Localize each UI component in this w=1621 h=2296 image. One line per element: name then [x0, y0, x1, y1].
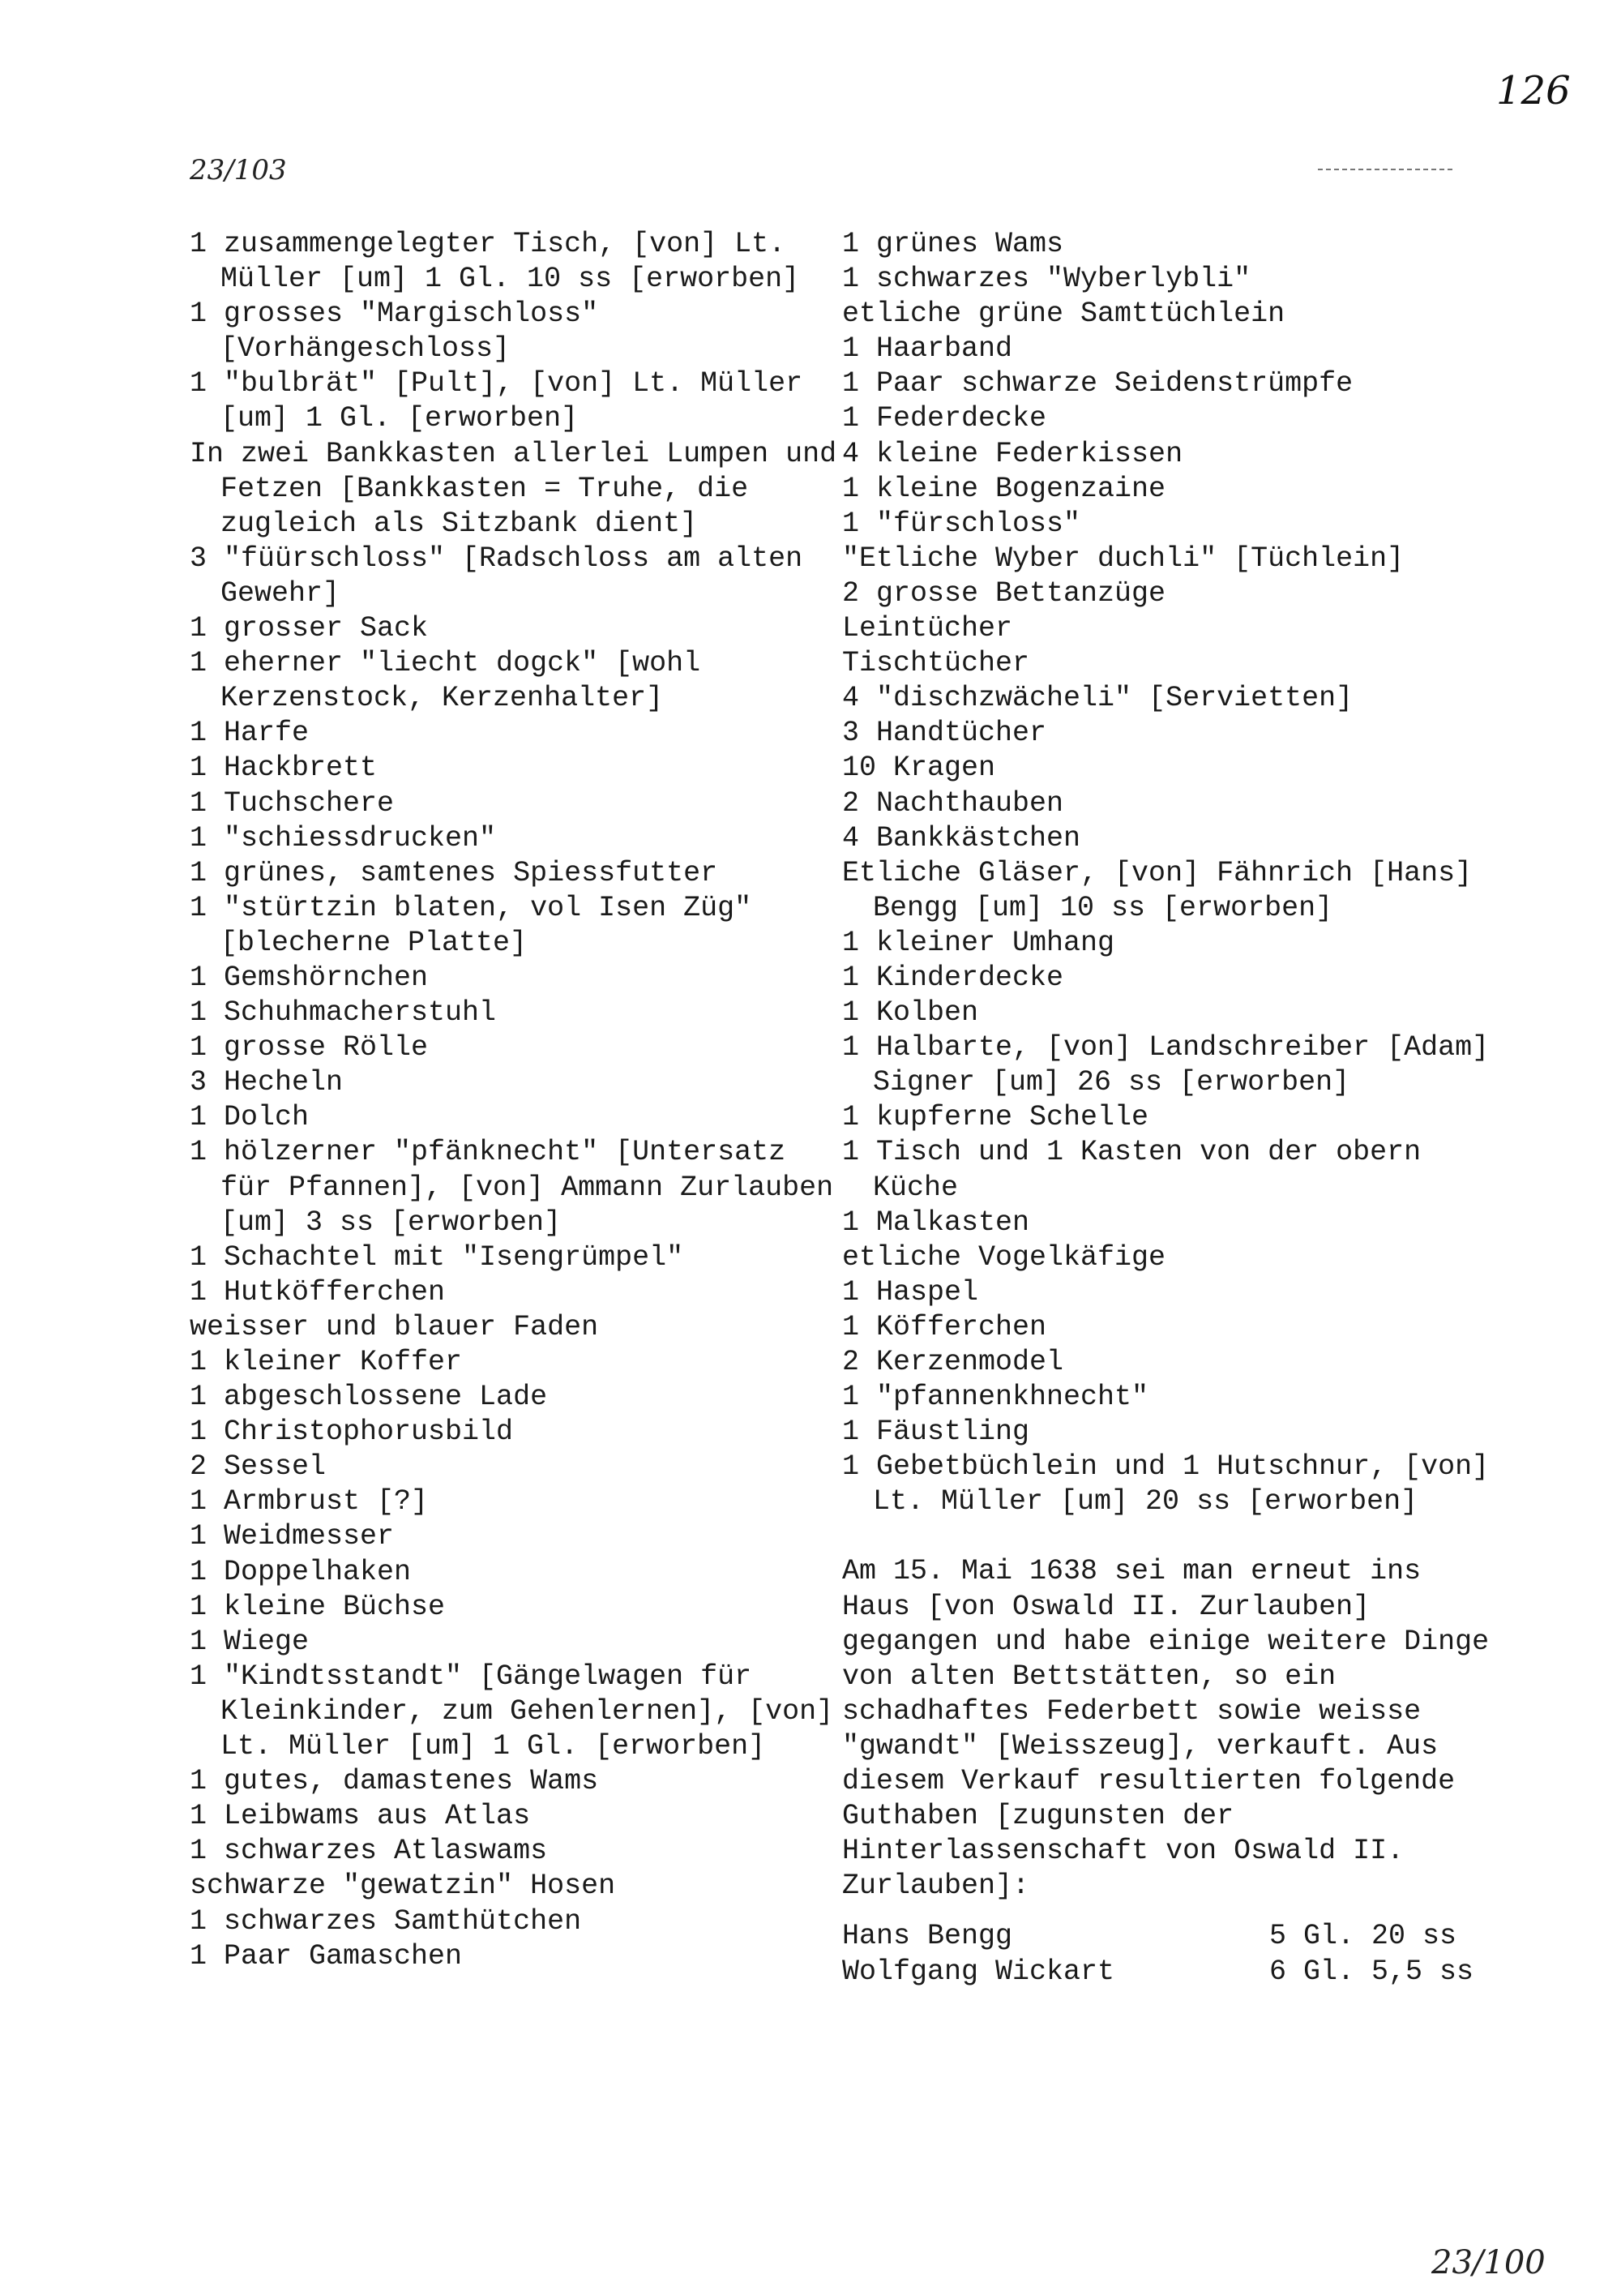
table-row — [842, 1955, 1491, 1990]
list-item: 1 grosser Sack — [190, 612, 429, 645]
list-item: 1 abgeschlossene Lade — [190, 1381, 548, 1414]
list-item: schwarze "gewatzin" Hosen — [190, 1870, 616, 1903]
list-item: 1 Fäustling — [842, 1416, 1030, 1449]
list-item: 1 schwarzes Samthütchen — [190, 1904, 582, 1938]
list-item: 1 Tuchschere — [190, 786, 395, 820]
left-column — [190, 227, 838, 1974]
list-item: 1 Paar Gamaschen — [190, 1939, 463, 1973]
list-item: 1 grünes Wams — [842, 228, 1064, 260]
creditor-name: Hans Bengg — [842, 1920, 1013, 1953]
list-item: 1 Halbarte, [von] Landschreiber [Adam] Signer [um] 26 ss [erworben] — [842, 1031, 1490, 1099]
list-item: 1 kleine Büchse — [190, 1590, 446, 1623]
list-item: 2 Sessel — [190, 1450, 327, 1484]
list-item: 10 Kragen — [842, 752, 996, 785]
list-item: 1 Paar schwarze Seidenstrümpfe — [842, 367, 1354, 401]
list-item: 2 Nachthauben — [842, 786, 1064, 820]
list-item: Tischtücher — [842, 647, 1030, 680]
list-item: 1 Christophorusbild — [190, 1416, 514, 1449]
list-item: 1 "schiessdrucken" — [190, 821, 497, 855]
list-item: 1 "pfannenkhnecht" — [842, 1381, 1149, 1414]
list-item: 1 hölzerner "pfänknecht" [Untersatz für Pfannen], [von] Ammann Zurlauben [um] 3 ss [erworben] — [190, 1136, 834, 1239]
archive-mark: 23/100 — [1431, 2244, 1546, 2281]
list-item: 1 zusammengelegter Tisch, [von] Lt. Müller [um] 1 Gl. 10 ss [erworben] — [190, 228, 800, 296]
list-item: 1 Leibwams aus Atlas — [190, 1800, 531, 1833]
list-item: etliche Vogelkäfige — [842, 1240, 1166, 1274]
list-item: 1 Hutköfferchen — [190, 1275, 446, 1309]
credit-table — [842, 1919, 1491, 1989]
list-item: 1 Köfferchen — [842, 1310, 1047, 1343]
list-item: 1 Dolch — [190, 1101, 310, 1134]
list-item: 2 grosse Bettanzüge — [842, 576, 1166, 610]
list-item: 4 Bankkästchen — [842, 821, 1081, 855]
list-item: 1 "stürtzin blaten, vol Isen Züg" [blecherne Platte] — [190, 891, 752, 959]
list-item: 1 grünes, samtenes Spiessfutter — [190, 856, 718, 889]
list-item: 1 Haarband — [842, 332, 1013, 366]
list-item: 1 Hackbrett — [190, 752, 378, 785]
list-item: 1 Gemshörnchen — [190, 961, 429, 994]
sale-paragraph: Am 15. Mai 1638 sei man erneut ins Haus [von Oswald II. Zurlauben] gegangen und habe einige weitere Dinge von alten Bettstätten, so ein schadhaftes Federbett sowie weisse "gwandt" [Weisszeug], verkauft. Aus diesem Verkauf resultierten folgende Guthaben [zugunsten der Hinterlassenschaft von Oswald II. Zurlauben]: — [842, 1555, 1490, 1903]
list-item: 1 Wiege — [190, 1625, 310, 1658]
page-number: 126 — [1496, 68, 1571, 114]
list-item: 1 Schachtel mit "Isengrümpel" — [190, 1240, 684, 1274]
list-item: 1 gutes, damastenes Wams — [190, 1765, 599, 1798]
list-item: weisser und blauer Faden — [190, 1310, 599, 1343]
document-reference: 23/103 — [190, 154, 287, 186]
list-item: 4 "dischzwächeli" [Servietten] — [842, 682, 1354, 715]
credit-amount: 5 Gl. 20 ss — [1269, 1920, 1457, 1953]
list-item: 3 "füürschloss" [Radschloss am alten Gewehr] — [190, 542, 803, 610]
list-item: 1 Federdecke — [842, 402, 1047, 435]
list-item: 4 kleine Federkissen — [842, 437, 1183, 470]
list-item: Etliche Gläser, [von] Fähnrich [Hans] Bengg [um] 10 ss [erworben] — [842, 856, 1473, 924]
list-item: 3 Hecheln — [190, 1066, 344, 1099]
header-rule — [1318, 169, 1452, 170]
list-item: 1 Tisch und 1 Kasten von der obern Küche — [842, 1136, 1422, 1204]
list-item: Leintücher — [842, 612, 1013, 645]
right-column — [842, 227, 1491, 1990]
list-item: 1 Harfe — [190, 717, 310, 750]
list-item: In zwei Bankkasten allerlei Lumpen und Fetzen [Bankkasten = Truhe, die zugleich als Sitzbank dient] — [190, 437, 837, 540]
list-item: 1 schwarzes "Wyberlybli" — [842, 263, 1251, 296]
list-item: 1 grosses "Margischloss" [Vorhängeschloss] — [190, 298, 599, 366]
list-item: 1 eherner "liecht dogck" [wohl Kerzenstock, Kerzenhalter] — [190, 647, 701, 715]
list-item: 1 kleiner Umhang — [842, 926, 1115, 959]
list-item: 1 Weidmesser — [190, 1520, 395, 1553]
list-item: 1 Haspel — [842, 1275, 979, 1309]
list-item: 2 Kerzenmodel — [842, 1346, 1064, 1378]
list-item: 1 Malkasten — [842, 1206, 1030, 1239]
list-item: "Etliche Wyber duchli" [Tüchlein] — [842, 542, 1405, 575]
list-item: 1 kleiner Koffer — [190, 1346, 463, 1378]
credit-amount: 6 Gl. 5,5 ss — [1269, 1955, 1474, 1988]
list-item: 1 Gebetbüchlein und 1 Hutschnur, [von] Lt. Müller [um] 20 ss [erworben] — [842, 1450, 1490, 1519]
list-item: 1 Kolben — [842, 996, 979, 1030]
creditor-name: Wolfgang Wickart — [842, 1955, 1115, 1988]
list-item: 1 "fürschloss" — [842, 507, 1081, 540]
list-item: 1 Doppelhaken — [190, 1555, 412, 1588]
list-item: etliche grüne Samttüchlein — [842, 298, 1285, 331]
list-item: 1 Kinderdecke — [842, 961, 1064, 994]
list-item: 1 grosse Rölle — [190, 1031, 429, 1064]
table-row — [842, 1919, 1491, 1954]
list-item: 1 "Kindtsstandt" [Gängelwagen für Kleinkinder, zum Gehenlernen], [von] Lt. Müller [um] 1 Gl. [erworben] — [190, 1660, 834, 1763]
list-item: 1 Armbrust [?] — [190, 1485, 429, 1519]
list-item: 1 Schuhmacherstuhl — [190, 996, 497, 1030]
list-item: 1 kleine Bogenzaine — [842, 472, 1166, 505]
list-item: 3 Handtücher — [842, 717, 1047, 750]
list-item: 1 "bulbrät" [Pult], [von] Lt. Müller [um] 1 Gl. [erworben] — [190, 367, 803, 435]
list-item: 1 schwarzes Atlaswams — [190, 1835, 548, 1868]
list-item: 1 kupferne Schelle — [842, 1101, 1149, 1134]
